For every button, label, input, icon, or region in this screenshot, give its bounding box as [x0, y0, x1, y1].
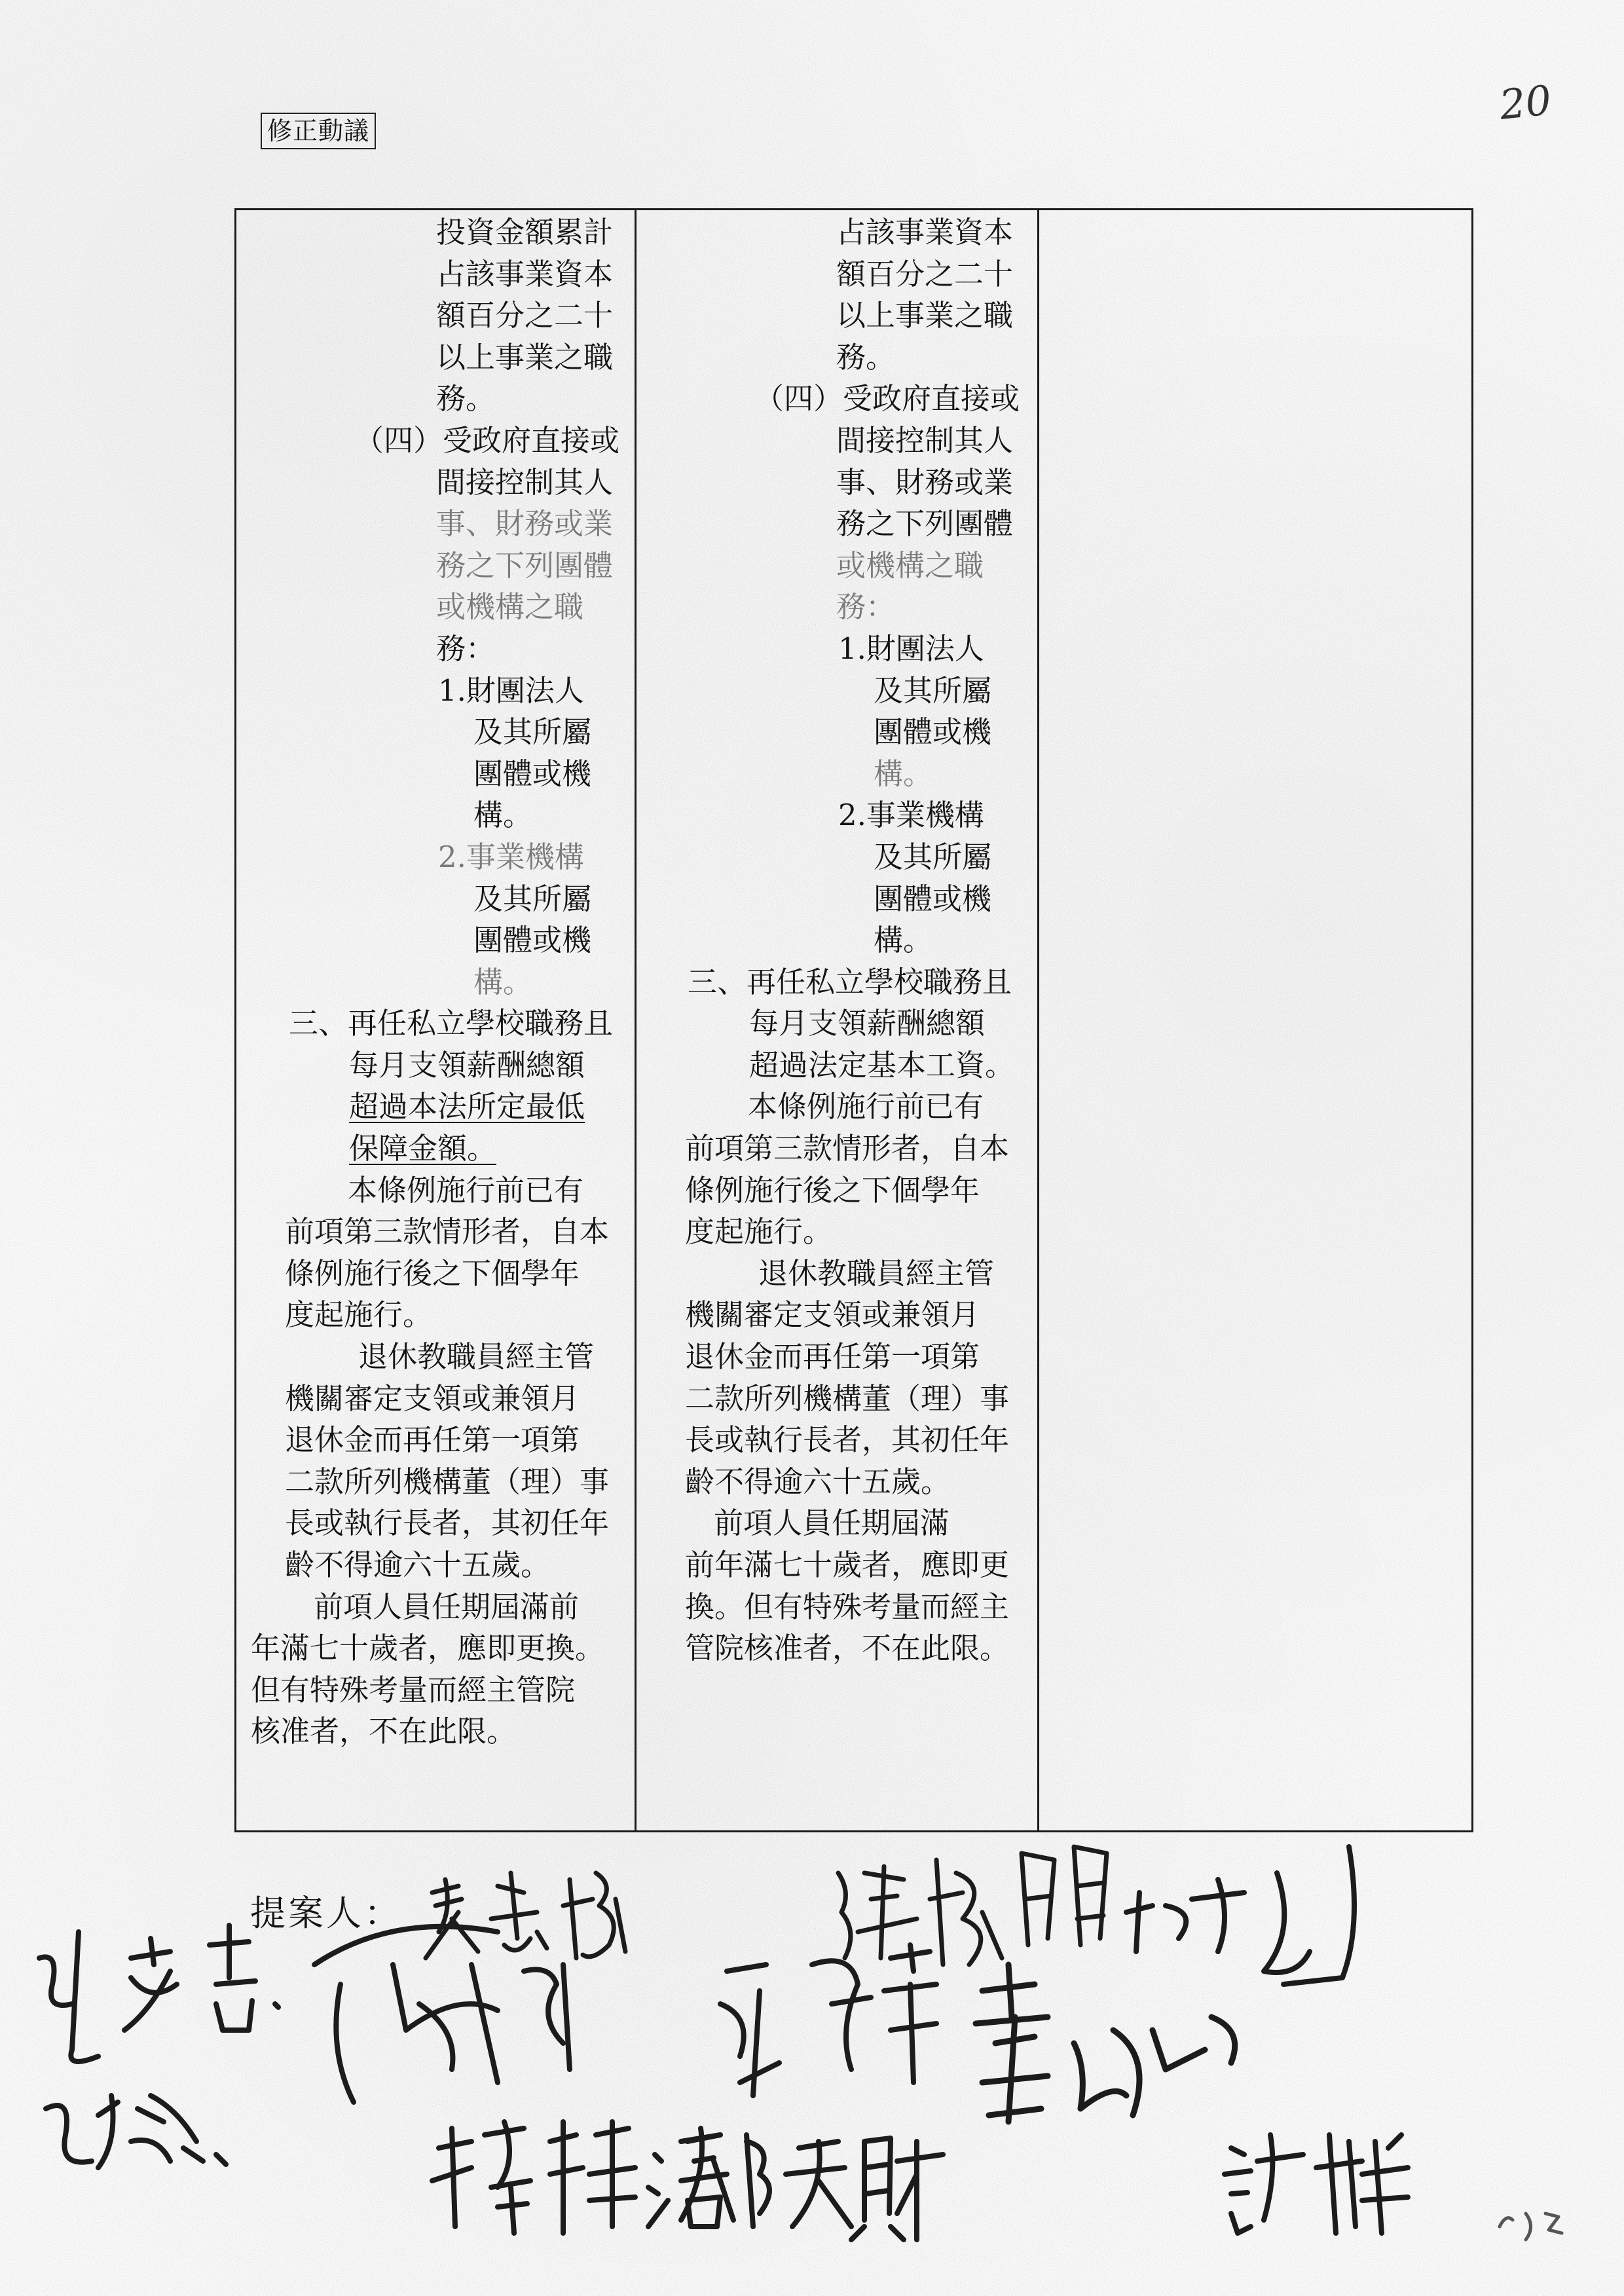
text-line: 前項第三款情形者，自本	[685, 1131, 1010, 1166]
text-line: 前年滿七十歲者，應即更	[685, 1547, 1010, 1582]
text-line: 換。但有特殊考量而經主	[685, 1589, 1010, 1624]
text-line: 條例施行後之下個學年	[285, 1255, 580, 1291]
text-line: 本條例施行前已有	[748, 1089, 984, 1124]
signature-chen-chao-ming	[838, 1847, 1107, 1965]
signature-wu	[426, 1873, 625, 1958]
text-line: 團體或機	[473, 923, 592, 958]
text-line: 間接控制其人	[836, 422, 1014, 458]
text-line: 占該事業資本	[436, 256, 614, 291]
text-line: 退休教職員經主管	[758, 1255, 995, 1291]
text-line: 度起施行。	[285, 1297, 433, 1333]
text-line: 構。	[874, 923, 933, 958]
text-line: 超過法定基本工資。	[749, 1047, 1015, 1083]
text-line: 團體或機	[874, 881, 992, 916]
text-line: 團體或機	[874, 714, 992, 750]
text-line: 及其所屬	[874, 673, 992, 708]
corner-mark	[1500, 2213, 1562, 2240]
text-line: 2.事業機構	[838, 798, 984, 833]
text-line: 齡不得逾六十五歲。	[285, 1547, 551, 1582]
handwritten-signatures	[0, 1834, 1624, 2292]
text-line: 保障金額。	[349, 1131, 497, 1166]
text-line: 務：	[436, 631, 496, 666]
text-line: 額百分之二十	[436, 298, 614, 333]
table-row	[236, 210, 1473, 1832]
text-line: 事、財務或業	[836, 464, 1014, 500]
text-line: 退休金而再任第一項第	[285, 1422, 580, 1458]
text-line: 以上事業之職	[836, 298, 1014, 333]
proposer-label: 提案人：	[250, 1893, 402, 1934]
text-line: 務。	[836, 339, 896, 375]
signature-liao-kuo-tung	[314, 1927, 570, 2102]
text-line: 務之下列團體	[836, 506, 1014, 542]
text-line: 構。	[473, 964, 533, 999]
text-line: 長或執行長者，其初任年	[685, 1422, 1010, 1458]
signature-chen-yi-min	[1126, 1847, 1354, 1984]
text-line: 本條例施行前已有	[348, 1172, 584, 1208]
text-line: 間接控制其人	[436, 464, 614, 500]
text-line: 或機構之職	[836, 547, 984, 583]
signature-chen-hsueh-sheng	[976, 1965, 1235, 2122]
text-line: 齡不得逾六十五歲。	[685, 1464, 951, 1499]
text-line: 條例施行後之下個學年	[685, 1172, 980, 1208]
text-line: 二款所列機構董（理）事	[285, 1464, 610, 1499]
text-line: 及其所屬	[473, 881, 592, 916]
signature-cheng-tien-tsai	[681, 2128, 943, 2240]
text-line: 退休教職員經主管	[358, 1339, 595, 1375]
signature-kong-wen-ji	[39, 1925, 278, 2062]
text-line: 二款所列機構董（理）事	[685, 1380, 1010, 1416]
comparison-table	[234, 208, 1473, 1832]
text-line: 前項人員任期屆滿	[714, 1506, 950, 1541]
text-line: 及其所屬	[874, 839, 992, 874]
text-line: 1.財團法人	[838, 631, 984, 666]
text-line: 三、再任私立學校職務且	[688, 964, 1012, 999]
text-line: 或機構之職	[436, 589, 584, 625]
amendment-label: 修正動議	[261, 113, 376, 149]
current-law-text	[637, 210, 1037, 1669]
text-line: 投資金額累計	[436, 215, 614, 250]
text-line: （四）受政府直接或	[354, 422, 620, 458]
text-line: 但有特殊考量而經主管院	[251, 1672, 576, 1707]
text-line: 額百分之二十	[836, 256, 1014, 291]
text-line: 2.事業機構	[438, 839, 584, 874]
text-line: 每月支領薪酬總額	[349, 1047, 585, 1083]
text-line: 團體或機	[473, 756, 592, 791]
text-line: 每月支領薪酬總額	[749, 1006, 986, 1041]
text-line: 度起施行。	[685, 1214, 833, 1250]
text-line: 機關審定支領或兼領月	[685, 1297, 980, 1333]
text-line: 1.財團法人	[438, 673, 584, 708]
text-line: 前項第三款情形者，自本	[285, 1214, 610, 1250]
text-line: 核准者，不在此限。	[251, 1714, 517, 1749]
current-law-column	[636, 210, 1039, 1832]
text-line: 前項人員任期屆滿前	[314, 1589, 580, 1624]
text-line: 三、再任私立學校職務且	[289, 1006, 614, 1041]
text-line: 以上事業之職	[436, 339, 614, 375]
text-line: 超過本法所定最低	[349, 1089, 585, 1124]
text-line: 占該事業資本	[836, 215, 1014, 250]
text-line: 年滿七十歲者，應即更換。	[251, 1631, 605, 1666]
text-line: 務：	[836, 589, 896, 625]
amendment-text-column	[236, 210, 636, 1832]
handwritten-page-number: 20	[1497, 76, 1554, 129]
text-line: 事、財務或業	[436, 506, 614, 542]
text-line: 及其所屬	[473, 714, 592, 750]
text-line: 退休金而再任第一項第	[685, 1339, 980, 1375]
signature-chiang-nai-hsin	[720, 1945, 936, 2096]
explanation-column	[1039, 210, 1473, 1832]
text-line: 構。	[874, 756, 933, 791]
text-line: （四）受政府直接或	[754, 381, 1020, 417]
signature-lu-yu-ling	[46, 2096, 226, 2168]
signature-hsu-shu-hua	[1225, 2135, 1408, 2233]
text-line: 構。	[473, 798, 533, 833]
text-line: 務。	[436, 381, 496, 417]
text-line: 務之下列團體	[436, 547, 614, 583]
text-line: 長或執行長者，其初任年	[285, 1506, 610, 1541]
text-line: 機關審定支領或兼領月	[285, 1380, 580, 1416]
amendment-text	[236, 210, 635, 1752]
text-line: 管院核准者，不在此限。	[685, 1631, 1010, 1666]
